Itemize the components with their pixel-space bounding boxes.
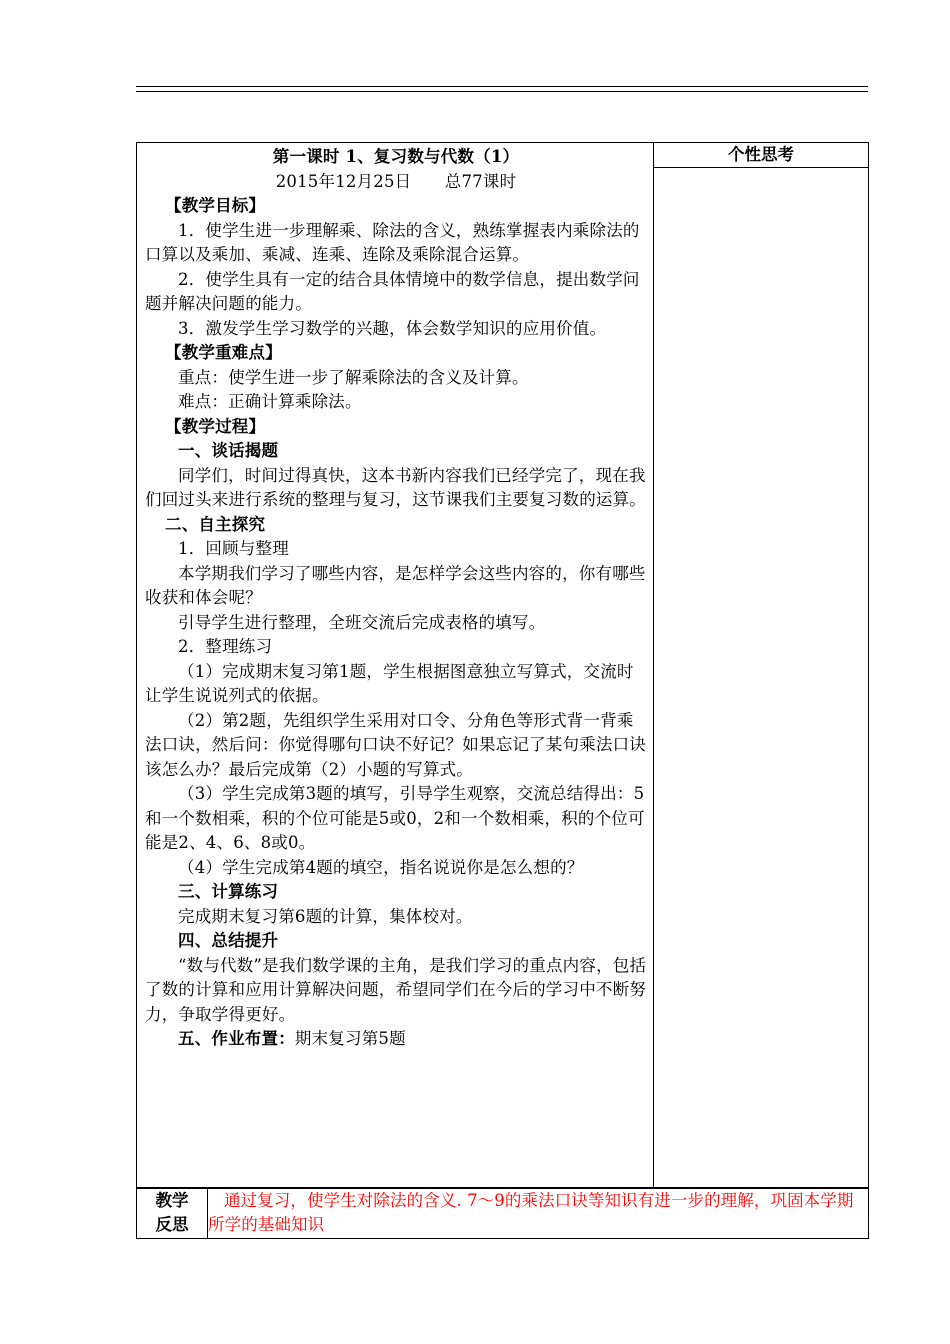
exercise-item: （4）学生完成第4题的填空，指名说说你是怎么想的？ [178,857,584,877]
section-5-text: 期末复习第5题 [294,1029,406,1048]
header-rule-bottom [136,91,868,92]
header-rule-top [136,86,868,87]
section-3-text: 完成期末复习第6题的计算，集体校对。 [178,906,473,926]
section-2-sub1-text: 引导学生进行整理，全班交流后完成表格的填写。 [178,612,546,632]
section-2-sub2: 2．整理练习 [178,637,273,656]
goal-item: 3．激发学生学习数学的兴趣，体会数学知识的应用价值。 [178,318,607,338]
personal-thoughts-header [654,143,869,168]
lesson-content [137,143,653,1052]
exercise-item: （2）第2题，先组织学生采用对口令、分角色等形式背一背乘法口诀，然后问：你觉得哪句口诀不好记？如果忘记了某句乘法口诀该怎么办？最后完成第（2）小题的写算式。 [145,710,646,779]
section-4-text: “数与代数”是我们数学课的主角，是我们学习的重点内容，包括了数的计算和应用计算解决问题，希望同学们在今后的学习中不断努力，争取学得更好。 [145,955,647,1024]
section-4-heading: 四、总结提升 [178,931,279,950]
goal-item: 1．使学生进一步理解乘、除法的含义，熟练掌握表内乘除法的口算以及乘加、乘减、连乘、连除及乘除混合运算。 [145,220,640,264]
goal-item: 2．使学生具有一定的结合具体情境中的数学信息，提出数学问题并解决问题的能力。 [145,269,640,313]
section-5 [145,1027,647,1052]
lesson-date-line: 2015年12月25日 总77课时 [275,171,517,191]
lesson-plan-table [136,142,869,1188]
section-5-heading: 五、作业布置： [178,1029,295,1048]
reflection-text: 通过复习，使学生对除法的含义. 7～9的乘法口诀等知识有进一步的理解，巩固本学期所学的基础知识 [208,1189,869,1239]
section-2-sub1-text: 本学期我们学习了哪些内容，是怎样学会这些内容的，你有哪些收获和体会呢？ [145,563,646,607]
key-difficult-heading: 【教学重难点】 [165,343,282,362]
reflection-label-line-1: 教学 [155,1191,189,1210]
section-1-heading: 一、谈话揭题 [178,441,279,460]
reflection-table [136,1188,869,1239]
process-heading: 【教学过程】 [165,416,266,436]
exercise-item: （1）完成期末复习第1题，学生根据图意独立写算式，交流时让学生说说列式的依据。 [145,661,634,705]
goals-heading: 【教学目标】 [165,196,266,215]
section-3-heading: 三、计算练习 [178,882,279,901]
reflection-label [137,1189,208,1239]
lesson-content-cell [137,143,654,1188]
section-2-heading: 二、自主探究 [165,514,266,534]
personal-thoughts-label: 个性思考 [728,145,794,164]
personal-thoughts-cell [654,168,869,1188]
reflection-label-line-2: 反思 [155,1215,189,1234]
difficult-point: 难点：正确计算乘除法。 [178,392,362,411]
key-point: 重点：使学生进一步了解乘除法的含义及计算。 [178,367,529,387]
section-2-sub1: 1．回顾与整理 [178,539,289,558]
lesson-title: 第一课时 1、复习数与代数（1） [272,147,520,166]
exercise-item: （3）学生完成第3题的填写，引导学生观察，交流总结得出：5和一个数相乘，积的个位可能是5或0，2和一个数相乘，积的个位可能是2、4、6、8或0。 [145,784,645,852]
section-1-text: 同学们，时间过得真快，这本书新内容我们已经学完了，现在我们回过头来进行系统的整理与复习，这节课我们主要复习数的运算。 [145,465,646,509]
